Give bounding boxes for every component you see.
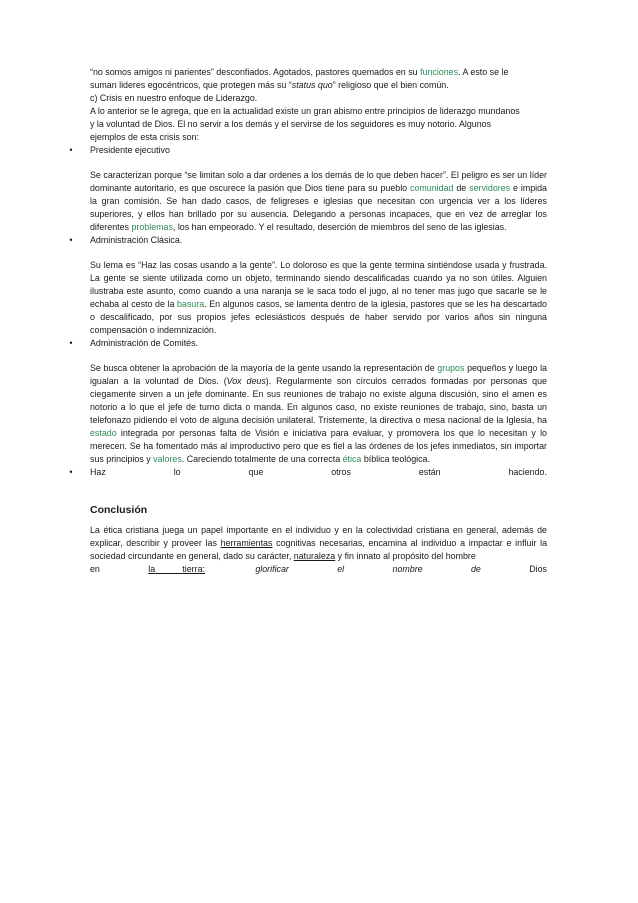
bullet-icon: • <box>69 235 73 245</box>
word: lo <box>173 467 181 477</box>
paragraph <box>90 524 547 563</box>
intro-line <box>90 66 547 79</box>
paragraph-text: ). Regularmente son círculos cerrados formadas por personas que ciegamente sirven a un jefe dominante. En sus reuniones de trabajo no existe alguna discusión, sino el amen es notorio a lo que el jefe de turno dicta o manda. En algunos caso, no existe reuniones de trabajo, sino, basta un telefonazo pidiendo el voto de alguna decisión unilateral. Tristemente, la directiva o mesa nacional de la Iglesia, ha <box>90 376 547 425</box>
paragraph <box>90 259 547 337</box>
link-etica[interactable]: ética <box>342 454 362 464</box>
paragraph-text: de <box>453 183 470 193</box>
word: Haz <box>90 467 106 477</box>
link-problemas[interactable]: problemas <box>131 222 173 232</box>
paragraph-text: Se caracterizan porque “se limitan solo a dar ordenes a los demás de lo que deben hacer”. El peligro es ser un líder dominante autoritario, es que oscurece la pasión que Dios tiene para su pueblo <box>90 170 547 193</box>
list-item-body <box>90 362 547 466</box>
list-item-body <box>90 169 547 234</box>
list-item-title: Presidente ejecutivo <box>90 145 170 155</box>
word: otros <box>331 467 351 477</box>
intro-text: suman lideres egocéntricos, que protegen más su “ <box>90 80 292 90</box>
word: de <box>470 564 481 574</box>
word: nombre <box>392 564 423 574</box>
link-grupos[interactable]: grupos <box>437 363 465 373</box>
link-naturaleza[interactable]: naturaleza <box>293 551 336 561</box>
list-item <box>69 144 547 157</box>
conclusion-section <box>90 502 547 576</box>
intro-text: . A esto se le <box>458 67 509 77</box>
intro-text: ” religioso que el bien común. <box>332 80 449 90</box>
bullet-icon: • <box>69 467 73 477</box>
emphasis-text: status quo <box>291 80 333 90</box>
paragraph-text: y fin innato al propósito del hombre <box>335 551 476 561</box>
list-item-body <box>90 259 547 337</box>
link-valores[interactable]: valores <box>153 454 182 464</box>
word: Dios <box>529 564 547 574</box>
paragraph-text: . Careciendo totalmente de una correcta <box>181 454 343 464</box>
word: el <box>337 564 345 574</box>
word: haciendo. <box>508 467 547 477</box>
paragraph-text: La ética cristiana juega un papel importante en el individuo y en la colectividad cristiana en general, además de explicar, describir y proveer las <box>90 525 547 548</box>
paragraph <box>90 169 547 234</box>
intro-section <box>90 66 547 144</box>
word: la <box>148 564 156 574</box>
list-item <box>69 466 547 479</box>
word: están <box>418 467 441 477</box>
bullet-icon: • <box>69 145 73 155</box>
list-item <box>69 337 547 350</box>
link-servidores[interactable]: servidores <box>469 183 511 193</box>
intro-line: A lo anterior se le agrega, que en la actualidad existe un gran abismo entre principios de liderazgo mundanos <box>90 106 520 116</box>
document-body <box>69 66 548 576</box>
list-item-title <box>90 466 547 479</box>
link-comunidad[interactable]: comunidad <box>410 183 454 193</box>
paragraph-text: , los han empeorado. Y el resultado, deserción de miembros del seno de las iglesias. <box>172 222 507 232</box>
link-estado[interactable]: estado <box>90 428 117 438</box>
intro-line <box>90 79 547 92</box>
paragraph-text: e impida la gran comisión. Se han dado casos, de feligreses e iglesias que necesitan con urgencia ver a los líderes superiores, y ellos han brillado por su ausencia. Delegando a personas incapaces, que en vez de arreglar los diferentes <box>90 183 547 232</box>
paragraph-text: bíblica teológica. <box>361 454 430 464</box>
paragraph-text: cognitivas necesarias, encamina al individuo a impactar e influir la sociedad circundante en general, dado su carácter, <box>90 538 548 561</box>
list-item-title: Administración Clásica. <box>90 235 183 245</box>
conclusion-last-line <box>90 563 547 576</box>
paragraph-text: pequeños y luego la igualan a la voluntad de Dios. ( <box>90 363 547 386</box>
paragraph-text: . En algunos casos, se lamenta dentro de la iglesia, pastores que se les ha descartado o descalificado, por sus propios jefes eclesiásticos después de haber servido por varios años sin ninguna compensación o indemnización. <box>90 299 547 335</box>
conclusion-title: Conclusión <box>90 504 148 516</box>
paragraph <box>90 362 547 466</box>
link-herramientas[interactable]: herramientas <box>220 538 273 548</box>
word: glorificar <box>255 564 289 574</box>
word: en <box>90 564 100 574</box>
emphasis-text: Vox deus <box>226 376 266 386</box>
section-heading-c: c) Crisis en nuestro enfoque de Liderazgo. <box>90 93 258 103</box>
intro-text: “no somos amigos ni parientes” desconfiados. Agotados, pastores quemados en su <box>90 67 421 77</box>
paragraph-text: integrada por personas falta de Visión e iniciativa para evaluar, y promovera los que lo necesitan y lo merecen. Se ha fomentado más al improductivo pero que es fiel a las órdenes de los jefes inmediatos, sin importar sus principios y <box>90 428 547 464</box>
bullet-icon: • <box>69 338 73 348</box>
conclusion-body <box>90 524 547 576</box>
paragraph-text: Su lema es “Haz las cosas usando a la gente”. Lo doloroso es que la gente termina sintiéndose usada y frustrada. La gente se siente utilizada como un objeto, terminando siendo descalificadas cuando ya no son útiles. Alguien ilustraba este asunto, como cuando a una naranja se le saca todo el jugo, al no tener mas jugo que sacarle se le echaba al cesto de la <box>90 260 547 309</box>
word: tierra: <box>182 564 205 574</box>
intro-line: y la voluntad de Dios. El no servir a los demás y el servirse de los seguidores es muy notorio. Algunos <box>90 119 492 129</box>
link-funciones[interactable]: funciones <box>420 67 459 77</box>
list-item <box>69 234 547 247</box>
link-basura[interactable]: basura <box>177 299 205 309</box>
list-item-title: Administración de Comités. <box>90 338 199 348</box>
intro-line: ejemplos de esta crisis son: <box>90 132 200 142</box>
word: que <box>248 467 264 477</box>
link-la-tierra[interactable] <box>148 563 207 576</box>
paragraph-text: Se busca obtener la aprobación de la mayoría de la gente usando la representación de <box>90 363 438 373</box>
